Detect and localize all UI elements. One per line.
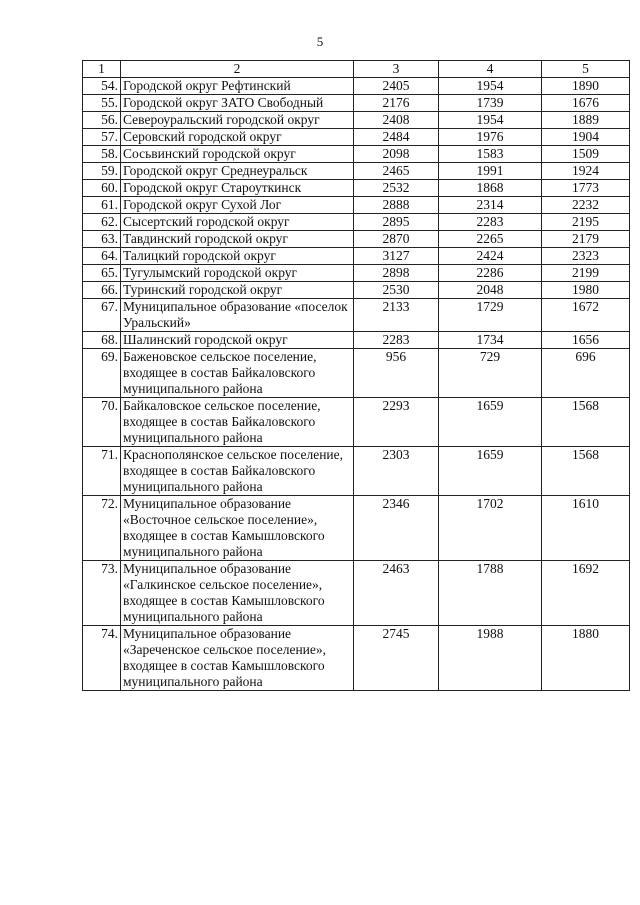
header-cell: 2 (121, 61, 354, 78)
col3-value-cell: 2463 (354, 561, 439, 626)
col3-value-cell: 2532 (354, 180, 439, 197)
col3-value-cell: 2098 (354, 146, 439, 163)
col3-value-cell: 2895 (354, 214, 439, 231)
header-cell: 3 (354, 61, 439, 78)
row-number-cell: 70. (83, 398, 121, 447)
table-row (83, 248, 630, 265)
row-name-cell: Тавдинский городской округ (121, 231, 354, 248)
col3-value-cell: 2484 (354, 129, 439, 146)
row-number-cell: 55. (83, 95, 121, 112)
col4-value-cell: 1583 (439, 146, 542, 163)
row-name-cell: Муниципальное образование «Зареченское сельское поселение», входящее в состав Камышловского муниципального района (121, 626, 354, 691)
col3-value-cell: 2405 (354, 78, 439, 95)
table-row (83, 78, 630, 95)
col4-value-cell: 1868 (439, 180, 542, 197)
row-name-cell: Городской округ Среднеуральск (121, 163, 354, 180)
col5-value-cell: 1692 (542, 561, 630, 626)
col5-value-cell: 1924 (542, 163, 630, 180)
table-row (83, 496, 630, 561)
col3-value-cell: 2303 (354, 447, 439, 496)
col5-value-cell: 1880 (542, 626, 630, 691)
row-number-cell: 59. (83, 163, 121, 180)
col5-value-cell: 1890 (542, 78, 630, 95)
row-name-cell: Городской округ Рефтинский (121, 78, 354, 95)
col4-value-cell: 1659 (439, 398, 542, 447)
col5-value-cell: 1889 (542, 112, 630, 129)
row-name-cell: Городской округ ЗАТО Свободный (121, 95, 354, 112)
col3-value-cell: 2870 (354, 231, 439, 248)
col3-value-cell: 2465 (354, 163, 439, 180)
col3-value-cell: 2176 (354, 95, 439, 112)
col3-value-cell: 2293 (354, 398, 439, 447)
table-row (83, 197, 630, 214)
col4-value-cell: 1729 (439, 299, 542, 332)
row-number-cell: 63. (83, 231, 121, 248)
col5-value-cell: 2179 (542, 231, 630, 248)
col4-value-cell: 1988 (439, 626, 542, 691)
row-number-cell: 62. (83, 214, 121, 231)
table-row (83, 265, 630, 282)
col4-value-cell: 1702 (439, 496, 542, 561)
table-row (83, 282, 630, 299)
col5-value-cell: 1656 (542, 332, 630, 349)
col4-value-cell: 2283 (439, 214, 542, 231)
page-number: 5 (316, 34, 324, 49)
col3-value-cell: 2133 (354, 299, 439, 332)
col4-value-cell: 1954 (439, 112, 542, 129)
table-row (83, 129, 630, 146)
table-row (83, 398, 630, 447)
col5-value-cell: 1980 (542, 282, 630, 299)
col4-value-cell: 1788 (439, 561, 542, 626)
row-name-cell: Городской округ Сухой Лог (121, 197, 354, 214)
row-number-cell: 64. (83, 248, 121, 265)
row-number-cell: 65. (83, 265, 121, 282)
col3-value-cell: 2530 (354, 282, 439, 299)
col4-value-cell: 2286 (439, 265, 542, 282)
header-cell: 1 (83, 61, 121, 78)
col3-value-cell: 3127 (354, 248, 439, 265)
col4-value-cell: 1954 (439, 78, 542, 95)
row-number-cell: 61. (83, 197, 121, 214)
row-name-cell: Сысертский городской округ (121, 214, 354, 231)
row-number-cell: 71. (83, 447, 121, 496)
table-row (83, 95, 630, 112)
row-number-cell: 58. (83, 146, 121, 163)
table-row (83, 332, 630, 349)
table-row (83, 561, 630, 626)
col5-value-cell: 1676 (542, 95, 630, 112)
row-name-cell: Баженовское сельское поселение, входящее в состав Байкаловского муниципального района (121, 349, 354, 398)
table-row (83, 299, 630, 332)
row-name-cell: Сосьвинский городской округ (121, 146, 354, 163)
col4-value-cell: 729 (439, 349, 542, 398)
col5-value-cell: 1568 (542, 447, 630, 496)
row-name-cell: Шалинский городской округ (121, 332, 354, 349)
col5-value-cell: 1610 (542, 496, 630, 561)
header-cell: 5 (542, 61, 630, 78)
row-name-cell: Серовский городской округ (121, 129, 354, 146)
col3-value-cell: 956 (354, 349, 439, 398)
col4-value-cell: 2424 (439, 248, 542, 265)
col4-value-cell: 2048 (439, 282, 542, 299)
col4-value-cell: 2265 (439, 231, 542, 248)
row-name-cell: Туринский городской округ (121, 282, 354, 299)
col4-value-cell: 1991 (439, 163, 542, 180)
col5-value-cell: 2195 (542, 214, 630, 231)
row-number-cell: 68. (83, 332, 121, 349)
table-row (83, 626, 630, 691)
table-row (83, 214, 630, 231)
table-row (83, 180, 630, 197)
row-name-cell: Байкаловское сельское поселение, входящее в состав Байкаловского муниципального района (121, 398, 354, 447)
col3-value-cell: 2888 (354, 197, 439, 214)
col3-value-cell: 2283 (354, 332, 439, 349)
table-body (83, 61, 630, 691)
table-row (83, 231, 630, 248)
row-number-cell: 54. (83, 78, 121, 95)
col5-value-cell: 2323 (542, 248, 630, 265)
col4-value-cell: 1739 (439, 95, 542, 112)
row-name-cell: Муниципальное образование «Восточное сельское поселение», входящее в состав Камышловского муниципального района (121, 496, 354, 561)
table-row (83, 447, 630, 496)
row-number-cell: 56. (83, 112, 121, 129)
col4-value-cell: 1976 (439, 129, 542, 146)
col4-value-cell: 2314 (439, 197, 542, 214)
row-name-cell: Городской округ Староуткинск (121, 180, 354, 197)
table-row (83, 112, 630, 129)
col5-value-cell: 2232 (542, 197, 630, 214)
col4-value-cell: 1734 (439, 332, 542, 349)
col3-value-cell: 2898 (354, 265, 439, 282)
col3-value-cell: 2408 (354, 112, 439, 129)
row-name-cell: Муниципальное образование «поселок Уральский» (121, 299, 354, 332)
row-number-cell: 60. (83, 180, 121, 197)
table-row (83, 349, 630, 398)
col4-value-cell: 1659 (439, 447, 542, 496)
col5-value-cell: 1773 (542, 180, 630, 197)
row-number-cell: 74. (83, 626, 121, 691)
data-table (82, 60, 630, 691)
table-header-row (83, 61, 630, 78)
col5-value-cell: 1568 (542, 398, 630, 447)
row-number-cell: 67. (83, 299, 121, 332)
table-row (83, 146, 630, 163)
row-name-cell: Краснополянское сельское поселение, входящее в состав Байкаловского муниципального района (121, 447, 354, 496)
row-number-cell: 73. (83, 561, 121, 626)
header-cell: 4 (439, 61, 542, 78)
col5-value-cell: 1904 (542, 129, 630, 146)
row-name-cell: Муниципальное образование «Галкинское сельское поселение», входящее в состав Камышловского муниципального района (121, 561, 354, 626)
row-number-cell: 66. (83, 282, 121, 299)
col3-value-cell: 2346 (354, 496, 439, 561)
table-row (83, 163, 630, 180)
col5-value-cell: 1672 (542, 299, 630, 332)
row-number-cell: 72. (83, 496, 121, 561)
row-number-cell: 57. (83, 129, 121, 146)
col5-value-cell: 1509 (542, 146, 630, 163)
row-number-cell: 69. (83, 349, 121, 398)
col5-value-cell: 2199 (542, 265, 630, 282)
row-name-cell: Североуральский городской округ (121, 112, 354, 129)
row-name-cell: Талицкий городской округ (121, 248, 354, 265)
col3-value-cell: 2745 (354, 626, 439, 691)
col5-value-cell: 696 (542, 349, 630, 398)
row-name-cell: Тугулымский городской округ (121, 265, 354, 282)
